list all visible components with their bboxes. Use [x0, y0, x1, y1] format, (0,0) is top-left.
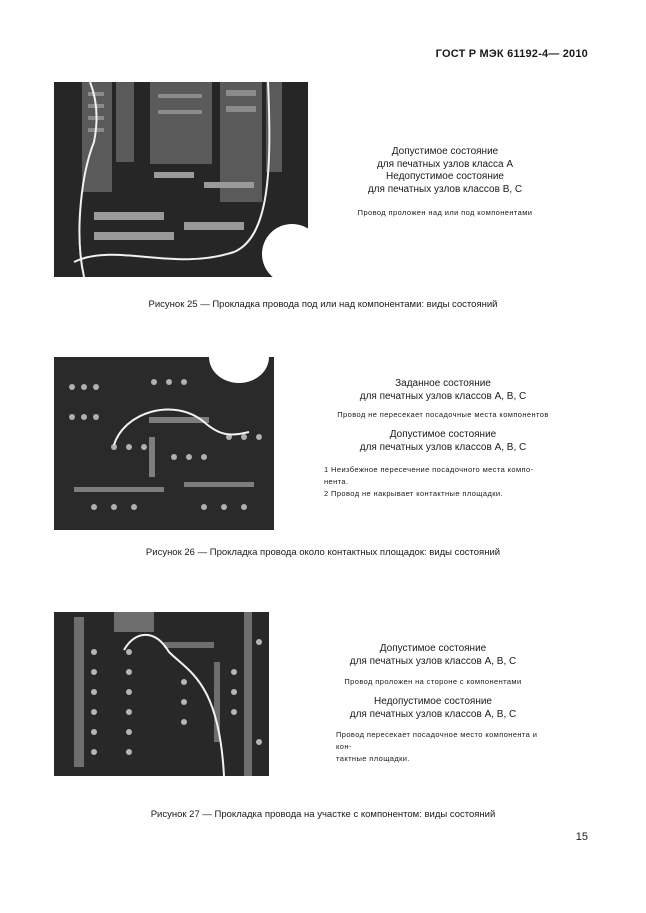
fig27-unacceptable-line-2: для печатных узлов классов А, В, С [349, 708, 517, 720]
fig27-note-2: тактные площадки. [336, 754, 410, 763]
fig27-acceptable-line-2: для печатных узлов классов А, В, С [349, 655, 517, 667]
fig26-target-note: Провод не пересекает посадочные места компонентов [337, 410, 549, 419]
figure-26-caption: Рисунок 26 — Прокладка провода около контактных площадок: виды состояний [145, 547, 501, 558]
fig25-line-2: для печатных узлов класса А [376, 158, 514, 170]
fig26-target-line-2: для печатных узлов классов А, В, С [359, 390, 527, 402]
standard-code: ГОСТ Р МЭК 61192-4— 2010 [435, 48, 588, 60]
fig25-line-1: Допустимое состояние [391, 146, 499, 157]
figure-27-photo [54, 612, 269, 776]
fig25-line-3: Недопустимое состояние [386, 171, 504, 182]
figure-27-caption: Рисунок 27 — Прокладка провода на участке с компонентом: виды состояний [150, 809, 496, 820]
fig27-unacceptable-line-1: Недопустимое состояние [374, 696, 492, 707]
fig26-acceptable-line-1: Допустимое состояние [389, 429, 497, 440]
fig25-line-4: для печатных узлов классов В, С [367, 183, 523, 195]
fig26-note-1: 1 Неизбежное пересечение посадочного места компо- [324, 465, 534, 474]
figure-27-notes [318, 643, 548, 765]
figure-25-photo [54, 82, 308, 277]
fig25-note: Провод проложен над или под компонентами [357, 208, 533, 217]
fig26-note-3: 2 Провод не накрывает контактные площадки. [324, 489, 503, 498]
figure-26-notes [318, 378, 568, 500]
fig27-note-1: Провод пересекает посадочное место компонента и кон- [336, 730, 538, 751]
page-number: 15 [575, 831, 588, 843]
figure-26-photo [54, 357, 274, 530]
figure-25-notes [330, 146, 560, 219]
fig26-acceptable-line-2: для печатных узлов классов А, В, С [359, 441, 527, 453]
fig27-acceptable-note: Провод проложен на стороне с компонентами [344, 677, 522, 686]
fig26-note-2: нента. [324, 477, 349, 486]
figure-25-caption: Рисунок 25 — Прокладка провода под или над компонентами: виды состояний [148, 299, 498, 310]
fig26-target-line-1: Заданное состояние [395, 378, 491, 389]
fig27-acceptable-line-1: Допустимое состояние [379, 643, 487, 654]
